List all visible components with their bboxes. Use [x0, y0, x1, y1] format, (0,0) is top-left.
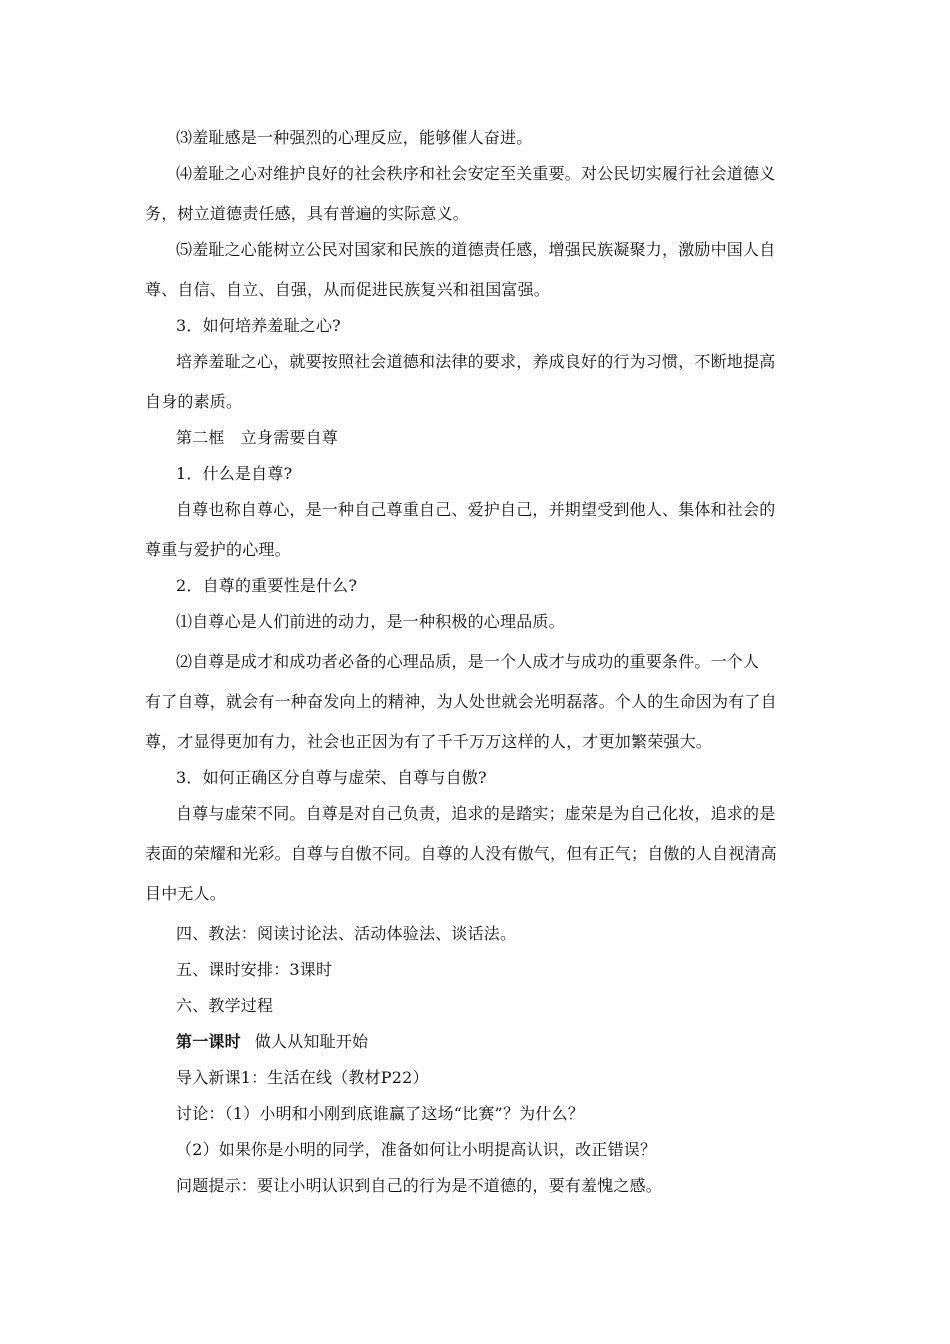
paragraph-line: 尊、自信、自立、自强，从而促进民族复兴和祖国富强。 — [145, 280, 551, 299]
paragraph-line: ⑵自尊是成才和成功者必备的心理品质，是一个人成才与成功的重要条件。一个人 — [176, 652, 760, 671]
paragraph-line: 培养羞耻之心，就要按照社会道德和法律的要求，养成良好的行为习惯，不断地提高 — [176, 352, 776, 371]
question-heading: 3．如何正确区分自尊与虚荣、自尊与自傲? — [176, 768, 487, 787]
question-heading: 3．如何培养羞耻之心? — [176, 316, 341, 335]
paragraph-line: 表面的荣耀和光彩。自尊与自傲不同。自尊的人没有傲气，但有正气；自傲的人自视清高 — [145, 844, 777, 863]
section-heading: 六、教学过程 — [176, 996, 274, 1015]
paragraph-line: ⑸羞耻之心能树立公民对国家和民族的道德责任感，增强民族凝聚力，激励中国人自 — [176, 240, 776, 259]
paragraph-line: 务，树立道德责任感，具有普遍的实际意义。 — [145, 204, 470, 223]
paragraph-line: 有了自尊，就会有一种奋发向上的精神，为人处世就会光明磊落。个人的生命因为有了自 — [145, 692, 777, 711]
paragraph-line: 问题提示：要让小明认识到自己的行为是不道德的，要有羞愧之感。 — [176, 1176, 663, 1195]
paragraph-line: 尊重与爱护的心理。 — [145, 540, 291, 559]
paragraph-line: 目中无人。 — [145, 884, 227, 903]
paragraph-line: 自尊与虚荣不同。自尊是对自己负责，追求的是踏实；虚荣是为自己化妆，追求的是 — [176, 804, 776, 823]
section-heading: 第二框 立身需要自尊 — [176, 428, 339, 447]
paragraph-line: ⑷羞耻之心对维护良好的社会秩序和社会安定至关重要。对公民切实履行社会道德义 — [176, 164, 776, 183]
lesson-heading — [176, 1032, 368, 1052]
paragraph-line: ⑶羞耻感是一种强烈的心理反应，能够催人奋进。 — [176, 128, 533, 147]
paragraph-line: 导入新课1：生活在线（教材P22） — [176, 1068, 429, 1087]
paragraph-line: ⑴自尊心是人们前进的动力，是一种积极的心理品质。 — [176, 612, 565, 631]
paragraph-line: 四、教法：阅读讨论法、活动体验法、谈话法。 — [176, 924, 517, 943]
paragraph-line: 讨论：（1）小明和小刚到底谁赢了这场“比赛”？为什么？ — [176, 1104, 584, 1123]
paragraph-line: 自尊也称自尊心，是一种自己尊重自己、爱护自己，并期望受到他人、集体和社会的 — [176, 500, 776, 519]
paragraph-line: （2）如果你是小明的同学，准备如何让小明提高认识，改正错误？ — [176, 1140, 657, 1159]
question-heading: 2．自尊的重要性是什么? — [176, 576, 358, 595]
paragraph-line: 五、课时安排：3课时 — [176, 960, 333, 979]
paragraph-line: 自身的素质。 — [145, 392, 243, 411]
lesson-heading-title: 做人从知耻开始 — [254, 1032, 369, 1051]
paragraph-line: 尊，才显得更加有力，社会也正因为有了千千万万这样的人，才更加繁荣强大。 — [145, 732, 713, 751]
lesson-heading-bold: 第一课时 — [176, 1032, 241, 1051]
question-heading: 1．什么是自尊? — [176, 464, 293, 483]
